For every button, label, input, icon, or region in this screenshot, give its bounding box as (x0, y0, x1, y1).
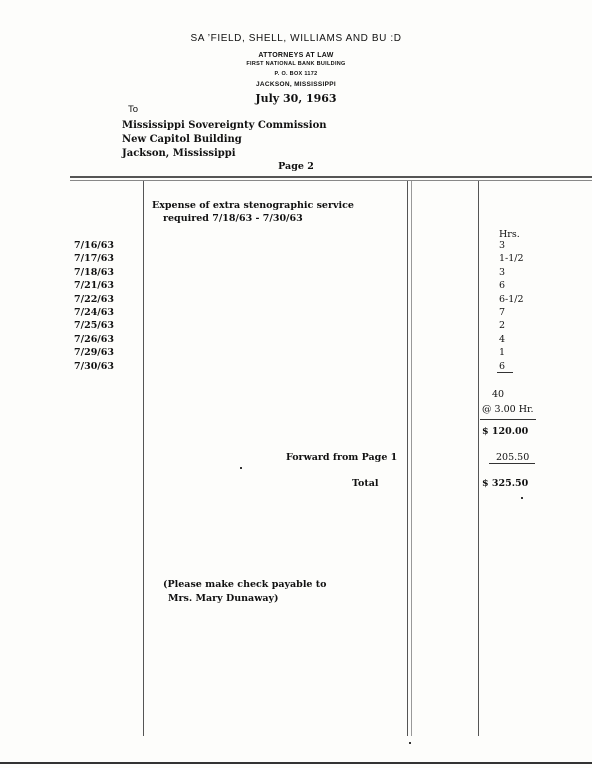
entry-date: 7/30/63 (74, 361, 114, 372)
entry-date: 7/26/63 (74, 334, 114, 345)
description-line-1: Expense of extra stenographic service (152, 200, 354, 211)
hours-header: Hrs. (499, 229, 520, 240)
recipient-line-1: Mississippi Sovereignty Commission (122, 120, 327, 131)
forward-amount: 205.50 (496, 452, 530, 463)
recipient-line-3: Jackson, Mississippi (122, 148, 236, 159)
total-amount: $ 325.50 (482, 478, 529, 489)
column-divider-1 (143, 181, 144, 736)
recipient-line-2: New Capitol Building (122, 134, 242, 145)
entry-hours: 7 (499, 307, 506, 318)
entry-hours: 6 (499, 280, 506, 291)
entry-date: 7/17/63 (74, 253, 114, 264)
entry-hours: 2 (499, 320, 506, 331)
column-divider-2b (411, 181, 412, 736)
forward-rule (489, 463, 535, 464)
entry-hours: 1 (499, 347, 506, 358)
column-divider-2 (407, 181, 408, 736)
to-label: To (128, 104, 139, 115)
entry-hours: 3 (499, 267, 506, 278)
forward-label: Forward from Page 1 (286, 452, 398, 463)
hourly-rate: @ 3.00 Hr. (482, 404, 534, 415)
entry-date: 7/16/63 (74, 240, 114, 251)
table-top-rule (70, 176, 592, 178)
entry-hours: 6-1/2 (499, 294, 524, 305)
subtotal-amount: $ 120.00 (482, 426, 529, 437)
scan-speck (240, 467, 242, 469)
table-top-rule-thin (70, 180, 592, 181)
entry-hours: 4 (499, 334, 506, 345)
column-divider-3 (478, 181, 479, 736)
payment-note-line-1: (Please make check payable to (163, 579, 327, 590)
entry-date: 7/24/63 (74, 307, 114, 318)
entry-hours: 6 (499, 361, 506, 372)
hours-sum-rule (497, 372, 513, 373)
letterhead-pobox: P. O. BOX 1172 (274, 71, 318, 77)
entry-date: 7/29/63 (74, 347, 114, 358)
entry-date: 7/22/63 (74, 294, 114, 305)
entry-hours: 3 (499, 240, 506, 251)
entry-date: 7/25/63 (74, 320, 114, 331)
letterhead-attorneys: ATTORNEYS AT LAW (258, 52, 334, 59)
description-line-2: required 7/18/63 - 7/30/63 (163, 213, 303, 224)
letterhead-building: FIRST NATIONAL BANK BUILDING (246, 61, 346, 67)
payment-note-line-2: Mrs. Mary Dunaway) (168, 593, 279, 604)
scan-speck (521, 497, 523, 499)
page-bottom-rule (0, 762, 592, 764)
scan-speck (409, 742, 411, 744)
total-hours: 40 (492, 389, 505, 400)
page-label: Page 2 (278, 161, 314, 172)
letterhead-city: JACKSON, MISSISSIPPI (255, 81, 337, 88)
rate-rule (480, 419, 536, 420)
entry-date: 7/21/63 (74, 280, 114, 291)
firm-name: SA ’FIELD, SHELL, WILLIAMS AND BU :D (190, 33, 402, 44)
letter-date: July 30, 1963 (255, 92, 337, 105)
entry-date: 7/18/63 (74, 267, 114, 278)
total-label: Total (352, 478, 379, 489)
entry-hours: 1-1/2 (499, 253, 524, 264)
